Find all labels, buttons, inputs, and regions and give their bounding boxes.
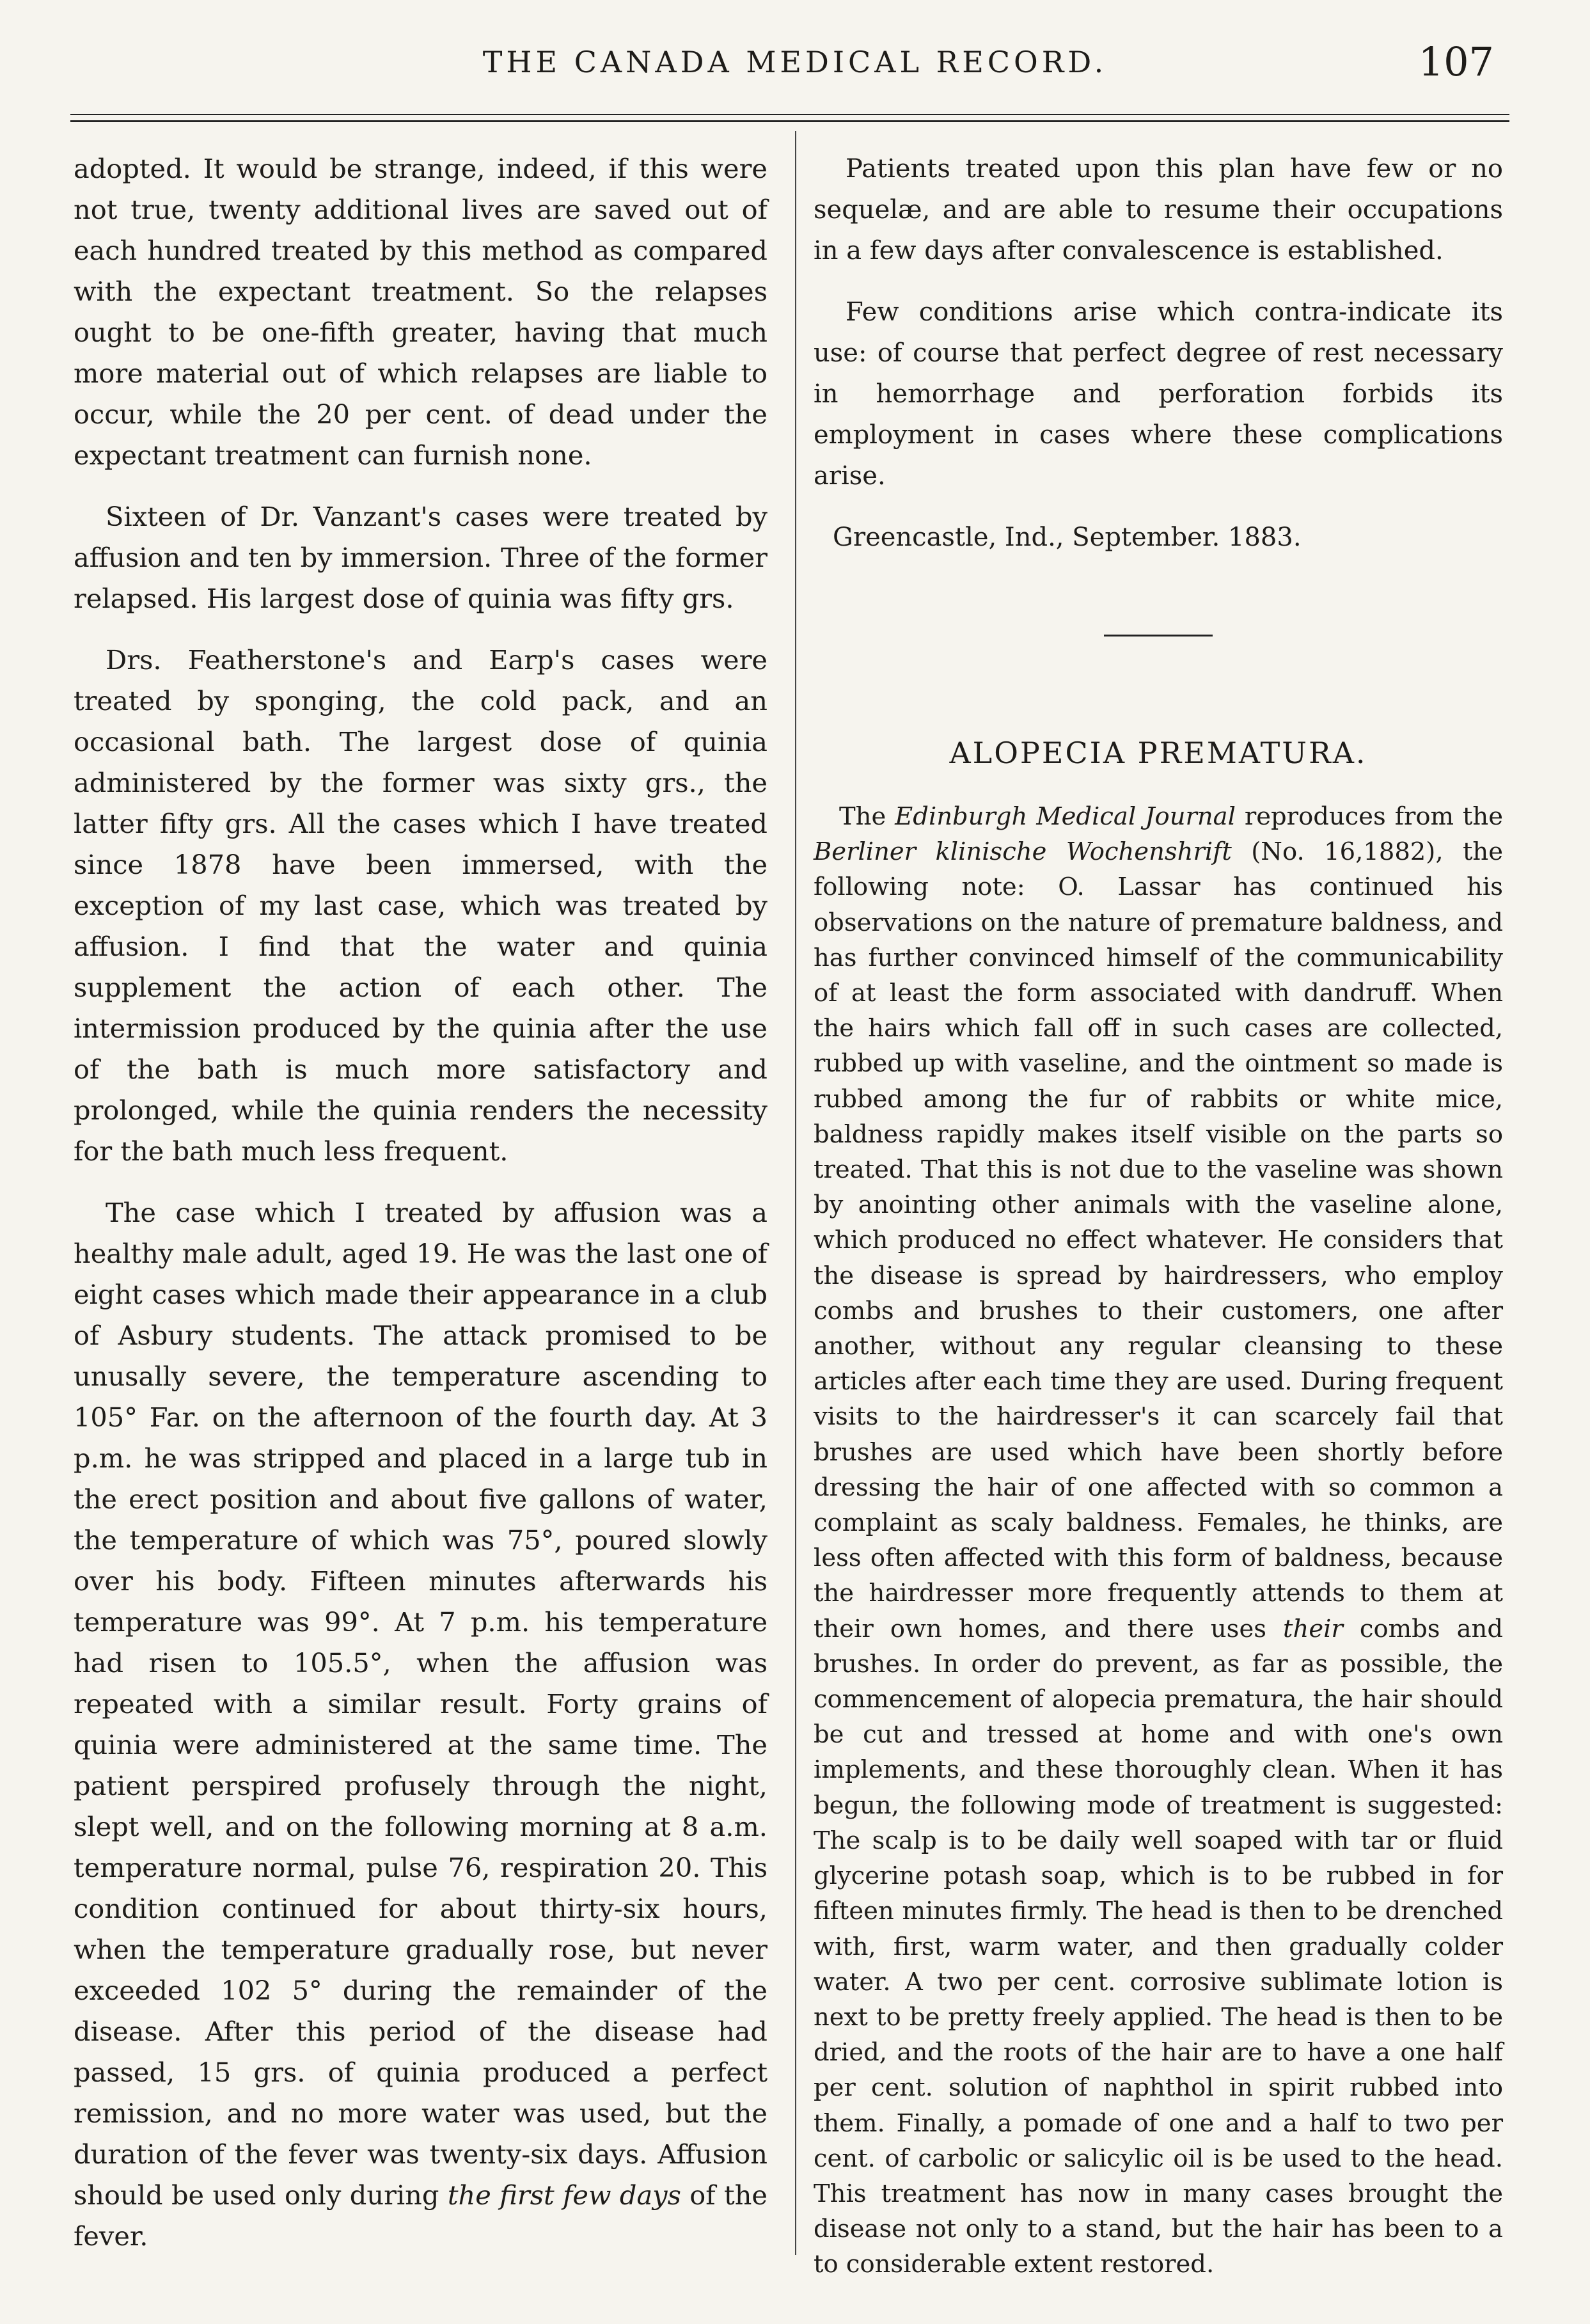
journal-title: THE CANADA MEDICAL RECORD. [482,45,1108,79]
emphasis-text: their [1283,1614,1343,1643]
article-body [814,799,1503,2282]
paragraph: Few conditions arise which contra-indicate its use: of course that perfect degree of rest necessary in hemorrhage and perforation forbids its employment in cases where these complications arise. [814,297,1503,491]
paragraph: Sixteen of Dr. Vanzant's cases were treated by affusion and ten by immersion. Three of the former relapsed. His largest dose of quinia was fifty grs. [74,501,767,614]
left-column [74,148,767,2277]
paragraph: Drs. Featherstone's and Earp's cases were treated by sponging, the cold pack, and an occasional bath. The largest dose of quinia administered by the former was sixty grs., the latter fifty grs. All the cases which I have treated since 1878 have been immersed, with the exception of my last case, which was treated by affusion. I find that the water and quinia supplement the action of each other. The intermission produced by the quinia after the use of the bath is much more satisfactory and prolonged, while the quinia renders the necessity for the bath much less frequent. [74,644,767,1167]
article-text: (No. 16,1882), the following note: O. Lassar has continued his observations on the nature of premature baldness, and has further convinced himself of the communicability of at least the form associated with dandruff. When the hairs which fall off in such cases are collected, rubbed up with vaseline, and the ointment so made is rubbed among the fur of rabbits or white mice, baldness rapidly makes itself visible on the parts so treated. That this is not due to the vaseline was shown by anointing other animals with the vaseline alone, which produced no effect whatever. He considers that the disease is spread by hairdressers, who employ combs and brushes to their customers, one after another, without any regular cleansing to these articles after each time they are used. During frequent visits to the hairdresser's it can scarcely fail that brushes are used which have been shortly before dressing the hair of one affected with so common a complaint as scaly baldness. Females, he thinks, are less often affected with this form of baldness, because the hairdresser more frequently attends to them at their own homes, and there uses [814,837,1503,1643]
article-text: combs and brushes. In order do prevent, as far as possible, the commencement of alopecia prematura, the hair should be cut and tressed at home and with one's own implements, and these thoroughly clean. When it has begun, the following mode of treatment is suggested: The scalp is to be daily well soaped with tar or fluid glycerine potash soap, which is to be rubbed in for fifteen minutes firmly. The head is then to be drenched with, first, warm water, and then gradually colder water. A two per cent. corrosive sublimate lotion is next to be pretty freely applied. The head is then to be dried, and the roots of the hair are to have a one half per cent. solution of naphthol in spirit rubbed into them. Finally, a pomade of one and a half to two per cent. of carbolic or salicylic oil is be used to the head. This treatment has now in many cases brought the disease not only to a stand, but the hair has been to a to considerable extent restored. [814,1614,1503,2279]
page-header [0,38,1590,109]
paragraph: adopted. It would be strange, indeed, if this were not true, twenty additional lives are saved out of each hundred treated by this method as compared with the expectant treatment. So the relapses ought to be one-fifth greater, having that much more material out of which relapses are liable to occur, while the 20 per cent. of dead under the expectant treatment can furnish none. [74,153,767,471]
journal-name: Edinburgh Medical Journal [895,802,1236,831]
article-title: ALOPECIA PREMATURA. [949,736,1367,770]
article-text: reproduces from the [1235,802,1503,831]
page-number: 107 [1418,38,1494,85]
article-text: The [839,802,895,831]
column-divider [795,131,796,2255]
paragraph: Patients treated upon this plan have few or no sequelæ, and are able to resume their occupations in a few days after convalescence is established. [814,154,1503,265]
paragraph-text: The case which I treated by affusion was a healthy male adult, aged 19. He was the last one of eight cases which made their appearance in a club of Asbury students. The attack promised to be unusally severe, the temperature ascending to 105° Far. on the afternoon of the fourth day. At 3 p.m. he was stripped and placed in a large tub in the erect position and about five gallons of water, the temperature of which was 75°, poured slowly over his body. Fifteen minutes afterwards his temperature was 99°. At 7 p.m. his temperature had risen to 105.5°, when the affusion was repeated with a similar result. Forty grains of quinia were administered at the same time. The patient perspired profusely through the night, slept well, and on the following morning at 8 a.m. temperature normal, pulse 76, respiration 20. This condition continued for about thirty-six hours, when the temperature gradually rose, but never exceeded 102 5° during the remainder of the disease. After this period of the disease had passed, 15 grs. of quinia produced a perfect remission, and no more water was used, but the duration of the fever was twenty-six days. Affusion should be used only during [74,1197,767,2211]
right-column [814,148,1503,2282]
emphasis-text: the first few days [447,2179,681,2211]
paragraph-text: of the fever. [74,2179,767,2252]
paragraph [74,1192,767,2257]
journal-name: Berliner klinische Wochenshrift [814,837,1232,867]
signoff: Greencastle, Ind., September. 1883. [833,523,1302,552]
header-rule-thin [70,114,1509,115]
article-paragraph [814,799,1503,2282]
section-divider [1104,635,1213,636]
header-rule-thick [70,120,1509,122]
